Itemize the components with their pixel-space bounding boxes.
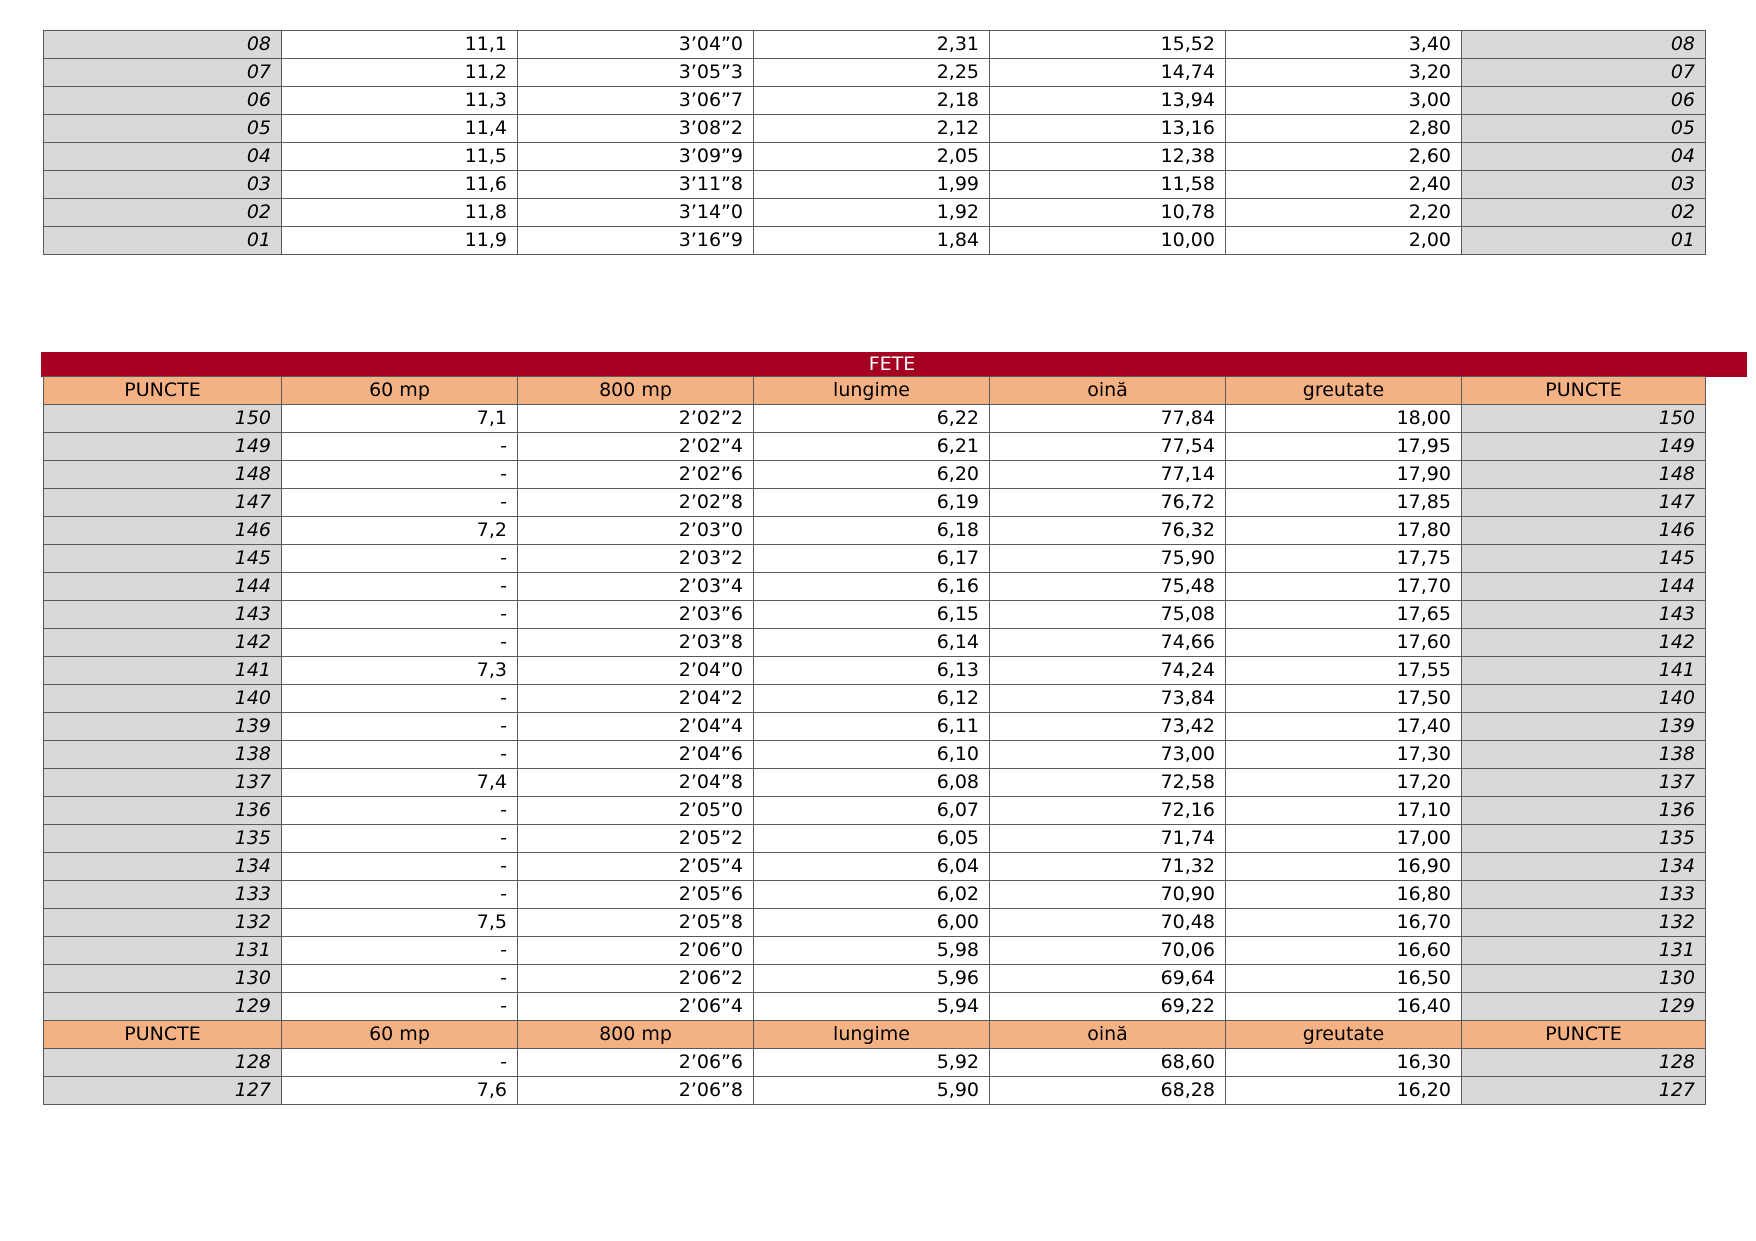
value-cell: 2’05”4 xyxy=(518,853,754,881)
table-row xyxy=(44,741,1706,769)
value-cell: 5,98 xyxy=(754,937,990,965)
points-cell: 143 xyxy=(44,601,282,629)
points-cell: 138 xyxy=(1462,741,1706,769)
points-cell: 147 xyxy=(44,489,282,517)
table-row xyxy=(44,143,1706,171)
value-cell: 72,16 xyxy=(990,797,1226,825)
value-cell: 11,5 xyxy=(282,143,518,171)
value-cell: 11,3 xyxy=(282,87,518,115)
value-cell: 1,92 xyxy=(754,199,990,227)
points-cell: 129 xyxy=(44,993,282,1021)
value-cell: 2,18 xyxy=(754,87,990,115)
value-cell: 17,90 xyxy=(1226,461,1462,489)
value-cell: 2’03”6 xyxy=(518,601,754,629)
column-header: greutate xyxy=(1226,377,1462,405)
table-row xyxy=(44,517,1706,545)
points-cell: 143 xyxy=(1462,601,1706,629)
value-cell: 3’16”9 xyxy=(518,227,754,255)
value-cell: - xyxy=(282,853,518,881)
value-cell: 6,08 xyxy=(754,769,990,797)
column-header: 60 mp xyxy=(282,1021,518,1049)
points-cell: 148 xyxy=(44,461,282,489)
top-score-table-body xyxy=(44,31,1706,255)
value-cell: 2,12 xyxy=(754,115,990,143)
points-cell: 142 xyxy=(44,629,282,657)
value-cell: - xyxy=(282,797,518,825)
points-cell: 128 xyxy=(44,1049,282,1077)
value-cell: 2’03”8 xyxy=(518,629,754,657)
points-cell: 150 xyxy=(44,405,282,433)
value-cell: 77,84 xyxy=(990,405,1226,433)
value-cell: 2,40 xyxy=(1226,171,1462,199)
value-cell: 16,70 xyxy=(1226,909,1462,937)
value-cell: 2’04”8 xyxy=(518,769,754,797)
points-cell: 141 xyxy=(44,657,282,685)
points-cell: 132 xyxy=(44,909,282,937)
value-cell: 2’02”2 xyxy=(518,405,754,433)
points-cell: 07 xyxy=(1462,59,1706,87)
value-cell: - xyxy=(282,685,518,713)
value-cell: 7,6 xyxy=(282,1077,518,1105)
value-cell: 10,78 xyxy=(990,199,1226,227)
column-header: lungime xyxy=(754,1021,990,1049)
fete-title: FETE xyxy=(868,353,916,375)
value-cell: 5,92 xyxy=(754,1049,990,1077)
value-cell: 2,05 xyxy=(754,143,990,171)
points-cell: 130 xyxy=(1462,965,1706,993)
value-cell: 17,95 xyxy=(1226,433,1462,461)
value-cell: - xyxy=(282,741,518,769)
value-cell: 6,16 xyxy=(754,573,990,601)
value-cell: 2’03”4 xyxy=(518,573,754,601)
table-row xyxy=(44,993,1706,1021)
value-cell: 13,16 xyxy=(990,115,1226,143)
points-cell: 145 xyxy=(44,545,282,573)
value-cell: 17,55 xyxy=(1226,657,1462,685)
value-cell: 6,21 xyxy=(754,433,990,461)
value-cell: 6,00 xyxy=(754,909,990,937)
value-cell: 16,20 xyxy=(1226,1077,1462,1105)
table-row xyxy=(44,59,1706,87)
value-cell: 16,50 xyxy=(1226,965,1462,993)
value-cell: 3,20 xyxy=(1226,59,1462,87)
value-cell: - xyxy=(282,881,518,909)
fete-title-band xyxy=(41,352,1747,377)
table-row xyxy=(44,227,1706,255)
points-cell: 08 xyxy=(44,31,282,59)
value-cell: 16,40 xyxy=(1226,993,1462,1021)
value-cell: - xyxy=(282,965,518,993)
value-cell: 17,75 xyxy=(1226,545,1462,573)
value-cell: 2’04”0 xyxy=(518,657,754,685)
points-cell: 150 xyxy=(1462,405,1706,433)
points-cell: 133 xyxy=(44,881,282,909)
value-cell: - xyxy=(282,713,518,741)
value-cell: 6,10 xyxy=(754,741,990,769)
points-cell: 06 xyxy=(1462,87,1706,115)
value-cell: 17,85 xyxy=(1226,489,1462,517)
value-cell: - xyxy=(282,825,518,853)
value-cell: 16,30 xyxy=(1226,1049,1462,1077)
column-header: oină xyxy=(990,377,1226,405)
column-header: greutate xyxy=(1226,1021,1462,1049)
value-cell: 70,06 xyxy=(990,937,1226,965)
value-cell: 2’05”8 xyxy=(518,909,754,937)
points-cell: 147 xyxy=(1462,489,1706,517)
value-cell: 71,74 xyxy=(990,825,1226,853)
value-cell: 3,00 xyxy=(1226,87,1462,115)
value-cell: 2’04”6 xyxy=(518,741,754,769)
value-cell: 2’04”4 xyxy=(518,713,754,741)
value-cell: 2’06”6 xyxy=(518,1049,754,1077)
value-cell: - xyxy=(282,629,518,657)
points-cell: 08 xyxy=(1462,31,1706,59)
points-cell: 139 xyxy=(44,713,282,741)
table-row xyxy=(44,405,1706,433)
top-score-table xyxy=(43,30,1706,255)
value-cell: 2,25 xyxy=(754,59,990,87)
points-cell: 03 xyxy=(44,171,282,199)
column-header: PUNCTE xyxy=(1462,377,1706,405)
value-cell: 17,30 xyxy=(1226,741,1462,769)
value-cell: - xyxy=(282,461,518,489)
table-row xyxy=(44,769,1706,797)
value-cell: 6,19 xyxy=(754,489,990,517)
value-cell: 3’05”3 xyxy=(518,59,754,87)
value-cell: 16,90 xyxy=(1226,853,1462,881)
value-cell: 2’03”0 xyxy=(518,517,754,545)
value-cell: 2’05”2 xyxy=(518,825,754,853)
value-cell: 2,00 xyxy=(1226,227,1462,255)
value-cell: 11,58 xyxy=(990,171,1226,199)
table-row xyxy=(44,909,1706,937)
value-cell: 71,32 xyxy=(990,853,1226,881)
value-cell: 75,08 xyxy=(990,601,1226,629)
value-cell: 2’02”4 xyxy=(518,433,754,461)
value-cell: 18,00 xyxy=(1226,405,1462,433)
table-row xyxy=(44,1049,1706,1077)
points-cell: 134 xyxy=(44,853,282,881)
points-cell: 148 xyxy=(1462,461,1706,489)
value-cell: 7,1 xyxy=(282,405,518,433)
column-header: PUNCTE xyxy=(44,1021,282,1049)
points-cell: 06 xyxy=(44,87,282,115)
fete-score-table xyxy=(43,376,1706,1105)
table-row xyxy=(44,573,1706,601)
value-cell: 73,42 xyxy=(990,713,1226,741)
value-cell: 14,74 xyxy=(990,59,1226,87)
header-row xyxy=(44,1021,1706,1049)
value-cell: 6,15 xyxy=(754,601,990,629)
value-cell: 16,60 xyxy=(1226,937,1462,965)
value-cell: 2’06”4 xyxy=(518,993,754,1021)
table-row xyxy=(44,489,1706,517)
points-cell: 146 xyxy=(1462,517,1706,545)
table-row xyxy=(44,713,1706,741)
table-row xyxy=(44,629,1706,657)
value-cell: 6,02 xyxy=(754,881,990,909)
value-cell: 2,60 xyxy=(1226,143,1462,171)
value-cell: 1,84 xyxy=(754,227,990,255)
points-cell: 127 xyxy=(1462,1077,1706,1105)
table-row xyxy=(44,545,1706,573)
points-cell: 04 xyxy=(44,143,282,171)
points-cell: 02 xyxy=(44,199,282,227)
value-cell: 73,84 xyxy=(990,685,1226,713)
points-cell: 146 xyxy=(44,517,282,545)
value-cell: 5,90 xyxy=(754,1077,990,1105)
column-header: oină xyxy=(990,1021,1226,1049)
value-cell: - xyxy=(282,1049,518,1077)
column-header: 800 mp xyxy=(518,1021,754,1049)
points-cell: 136 xyxy=(1462,797,1706,825)
value-cell: 6,20 xyxy=(754,461,990,489)
fete-score-table-body xyxy=(44,377,1706,1105)
table-row xyxy=(44,601,1706,629)
table-row xyxy=(44,685,1706,713)
points-cell: 131 xyxy=(1462,937,1706,965)
table-row xyxy=(44,199,1706,227)
points-cell: 133 xyxy=(1462,881,1706,909)
column-header: PUNCTE xyxy=(1462,1021,1706,1049)
value-cell: 11,9 xyxy=(282,227,518,255)
points-cell: 01 xyxy=(1462,227,1706,255)
points-cell: 145 xyxy=(1462,545,1706,573)
value-cell: 73,00 xyxy=(990,741,1226,769)
value-cell: 17,20 xyxy=(1226,769,1462,797)
value-cell: 6,05 xyxy=(754,825,990,853)
table-row xyxy=(44,797,1706,825)
value-cell: 10,00 xyxy=(990,227,1226,255)
value-cell: 75,48 xyxy=(990,573,1226,601)
value-cell: 6,14 xyxy=(754,629,990,657)
value-cell: 17,50 xyxy=(1226,685,1462,713)
table-row xyxy=(44,853,1706,881)
table-row xyxy=(44,87,1706,115)
points-cell: 144 xyxy=(44,573,282,601)
points-cell: 144 xyxy=(1462,573,1706,601)
value-cell: 17,80 xyxy=(1226,517,1462,545)
value-cell: 2,80 xyxy=(1226,115,1462,143)
value-cell: 3’09”9 xyxy=(518,143,754,171)
points-cell: 05 xyxy=(44,115,282,143)
value-cell: 1,99 xyxy=(754,171,990,199)
value-cell: 68,60 xyxy=(990,1049,1226,1077)
value-cell: - xyxy=(282,489,518,517)
header-row xyxy=(44,377,1706,405)
points-cell: 137 xyxy=(1462,769,1706,797)
points-cell: 02 xyxy=(1462,199,1706,227)
value-cell: 17,65 xyxy=(1226,601,1462,629)
points-cell: 149 xyxy=(1462,433,1706,461)
value-cell: 17,60 xyxy=(1226,629,1462,657)
value-cell: 6,22 xyxy=(754,405,990,433)
points-cell: 138 xyxy=(44,741,282,769)
value-cell: - xyxy=(282,601,518,629)
value-cell: 2,20 xyxy=(1226,199,1462,227)
value-cell: 11,4 xyxy=(282,115,518,143)
value-cell: 2,31 xyxy=(754,31,990,59)
points-cell: 130 xyxy=(44,965,282,993)
points-cell: 135 xyxy=(44,825,282,853)
value-cell: 77,54 xyxy=(990,433,1226,461)
value-cell: - xyxy=(282,937,518,965)
points-cell: 134 xyxy=(1462,853,1706,881)
column-header: lungime xyxy=(754,377,990,405)
table-row xyxy=(44,115,1706,143)
value-cell: 74,66 xyxy=(990,629,1226,657)
value-cell: 77,14 xyxy=(990,461,1226,489)
value-cell: 17,00 xyxy=(1226,825,1462,853)
value-cell: 15,52 xyxy=(990,31,1226,59)
column-header: 60 mp xyxy=(282,377,518,405)
table-row xyxy=(44,171,1706,199)
value-cell: 3’04”0 xyxy=(518,31,754,59)
value-cell: - xyxy=(282,433,518,461)
value-cell: 16,80 xyxy=(1226,881,1462,909)
value-cell: 7,5 xyxy=(282,909,518,937)
points-cell: 149 xyxy=(44,433,282,461)
value-cell: 2’02”8 xyxy=(518,489,754,517)
table-row xyxy=(44,1077,1706,1105)
value-cell: 76,72 xyxy=(990,489,1226,517)
points-cell: 131 xyxy=(44,937,282,965)
points-cell: 142 xyxy=(1462,629,1706,657)
value-cell: 6,12 xyxy=(754,685,990,713)
value-cell: 6,17 xyxy=(754,545,990,573)
value-cell: 6,07 xyxy=(754,797,990,825)
value-cell: 69,64 xyxy=(990,965,1226,993)
value-cell: 11,6 xyxy=(282,171,518,199)
value-cell: 11,8 xyxy=(282,199,518,227)
table-row xyxy=(44,937,1706,965)
value-cell: 12,38 xyxy=(990,143,1226,171)
value-cell: 70,48 xyxy=(990,909,1226,937)
value-cell: 17,40 xyxy=(1226,713,1462,741)
column-header: 800 mp xyxy=(518,377,754,405)
value-cell: 3,40 xyxy=(1226,31,1462,59)
value-cell: 72,58 xyxy=(990,769,1226,797)
points-cell: 139 xyxy=(1462,713,1706,741)
value-cell: 17,70 xyxy=(1226,573,1462,601)
table-row xyxy=(44,433,1706,461)
table-row xyxy=(44,657,1706,685)
value-cell: 76,32 xyxy=(990,517,1226,545)
points-cell: 141 xyxy=(1462,657,1706,685)
value-cell: - xyxy=(282,545,518,573)
points-cell: 137 xyxy=(44,769,282,797)
value-cell: - xyxy=(282,993,518,1021)
value-cell: 6,13 xyxy=(754,657,990,685)
value-cell: 7,4 xyxy=(282,769,518,797)
value-cell: 2’06”8 xyxy=(518,1077,754,1105)
points-cell: 140 xyxy=(44,685,282,713)
value-cell: 5,94 xyxy=(754,993,990,1021)
points-cell: 07 xyxy=(44,59,282,87)
points-cell: 140 xyxy=(1462,685,1706,713)
value-cell: 17,10 xyxy=(1226,797,1462,825)
points-cell: 132 xyxy=(1462,909,1706,937)
table-row xyxy=(44,825,1706,853)
points-cell: 128 xyxy=(1462,1049,1706,1077)
value-cell: 75,90 xyxy=(990,545,1226,573)
value-cell: 70,90 xyxy=(990,881,1226,909)
value-cell: 3’14”0 xyxy=(518,199,754,227)
points-cell: 01 xyxy=(44,227,282,255)
table-row xyxy=(44,881,1706,909)
points-cell: 127 xyxy=(44,1077,282,1105)
value-cell: 3’11”8 xyxy=(518,171,754,199)
points-cell: 04 xyxy=(1462,143,1706,171)
value-cell: 11,2 xyxy=(282,59,518,87)
value-cell: 2’04”2 xyxy=(518,685,754,713)
value-cell: 6,04 xyxy=(754,853,990,881)
column-header: PUNCTE xyxy=(44,377,282,405)
value-cell: 2’03”2 xyxy=(518,545,754,573)
value-cell: 2’06”2 xyxy=(518,965,754,993)
points-cell: 129 xyxy=(1462,993,1706,1021)
value-cell: 68,28 xyxy=(990,1077,1226,1105)
table-row xyxy=(44,965,1706,993)
table-row xyxy=(44,31,1706,59)
value-cell: 13,94 xyxy=(990,87,1226,115)
table-row xyxy=(44,461,1706,489)
points-cell: 135 xyxy=(1462,825,1706,853)
value-cell: 2’05”6 xyxy=(518,881,754,909)
value-cell: 2’06”0 xyxy=(518,937,754,965)
value-cell: 2’02”6 xyxy=(518,461,754,489)
value-cell: 6,18 xyxy=(754,517,990,545)
value-cell: 69,22 xyxy=(990,993,1226,1021)
value-cell: - xyxy=(282,573,518,601)
value-cell: 6,11 xyxy=(754,713,990,741)
value-cell: 3’08”2 xyxy=(518,115,754,143)
value-cell: 3’06”7 xyxy=(518,87,754,115)
points-cell: 136 xyxy=(44,797,282,825)
value-cell: 2’05”0 xyxy=(518,797,754,825)
points-cell: 05 xyxy=(1462,115,1706,143)
value-cell: 5,96 xyxy=(754,965,990,993)
points-cell: 03 xyxy=(1462,171,1706,199)
value-cell: 7,3 xyxy=(282,657,518,685)
value-cell: 11,1 xyxy=(282,31,518,59)
value-cell: 74,24 xyxy=(990,657,1226,685)
value-cell: 7,2 xyxy=(282,517,518,545)
